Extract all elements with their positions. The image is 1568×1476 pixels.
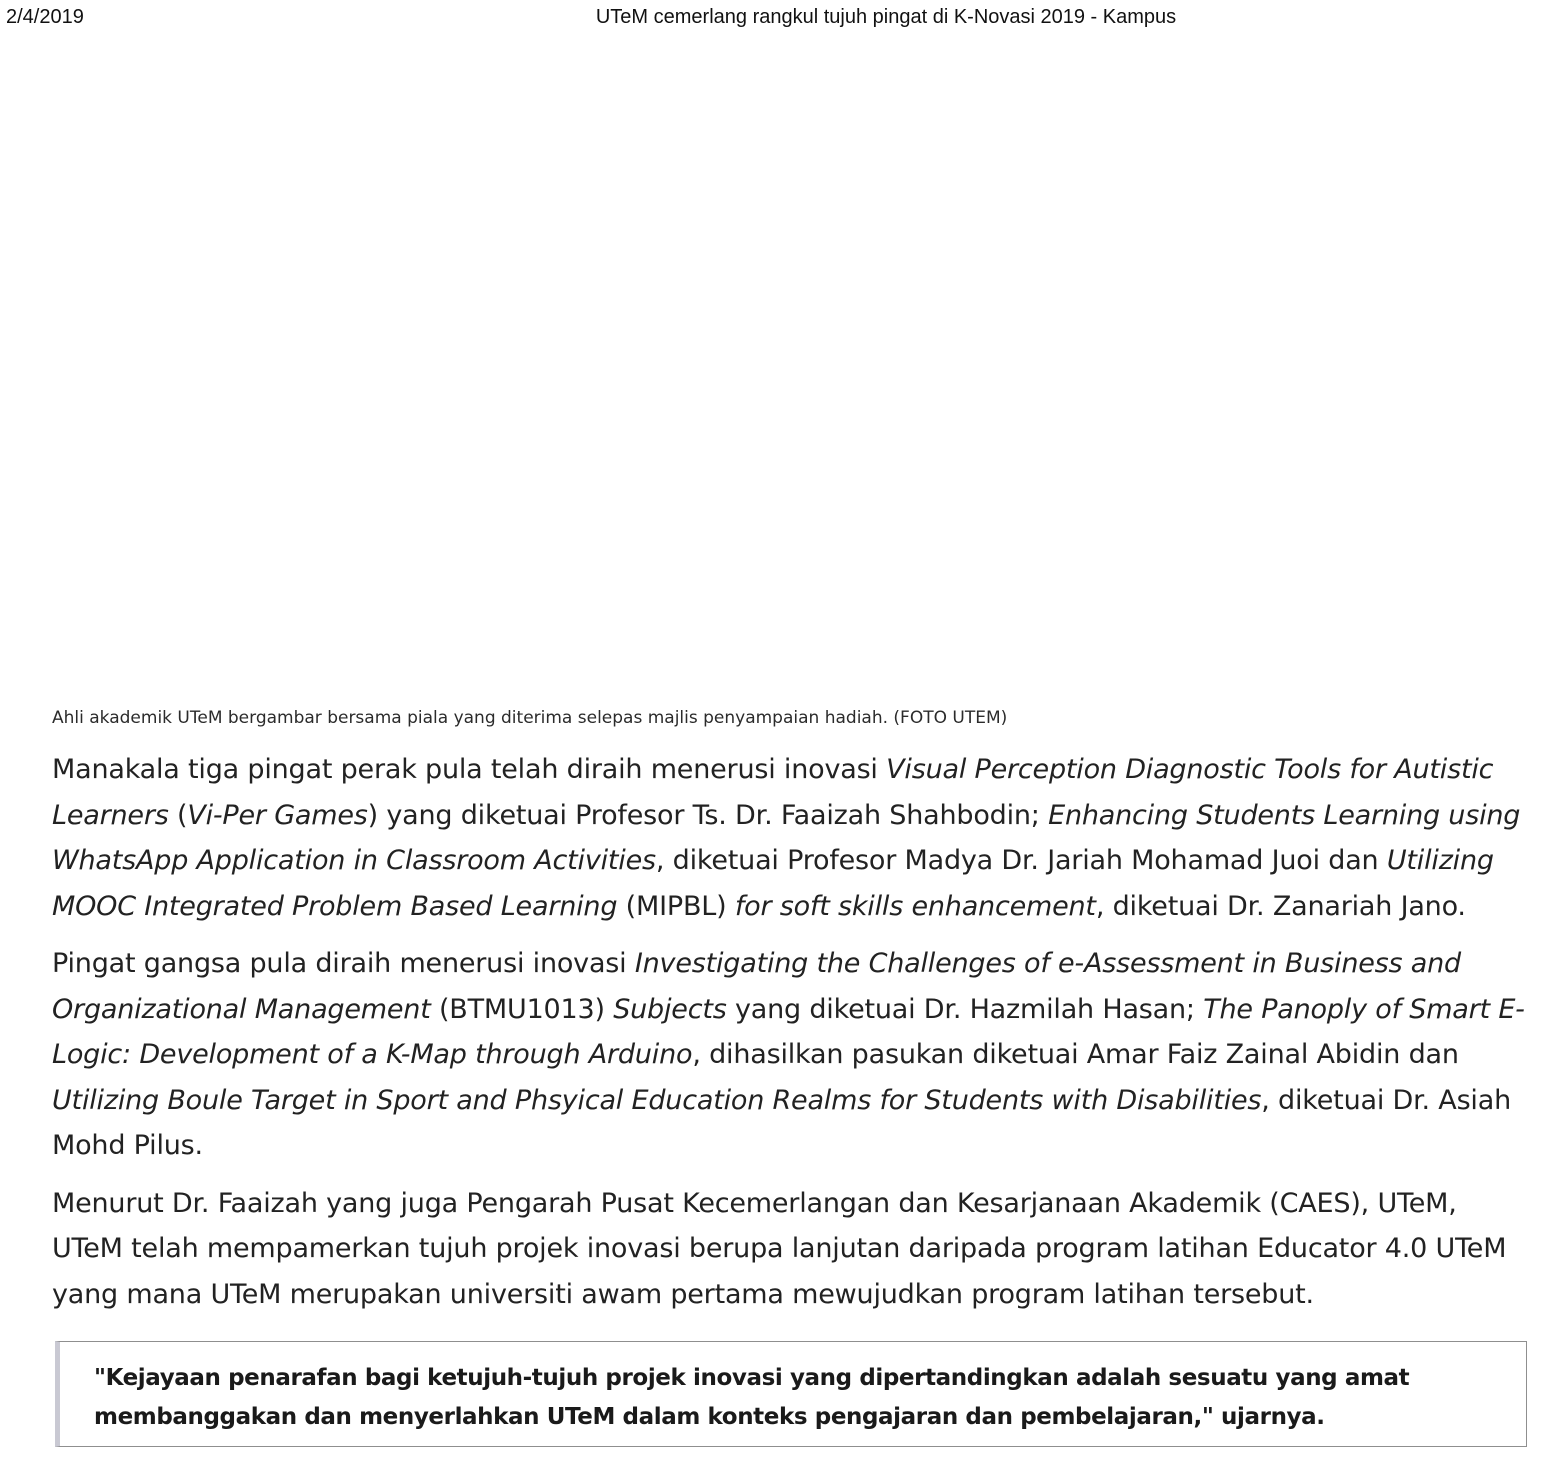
print-header (0, 6, 1568, 34)
project-acronym: Vi-Per Games (187, 799, 368, 831)
photo-caption: Ahli akademik UTeM bergambar bersama piala yang diterima selepas majlis penyampaian hadiah. (FOTO UTEM) (52, 708, 1008, 728)
article-photo (52, 40, 1528, 695)
project-title: Investigating the Challenges of e-Assessment in Business and Organizational Management (52, 948, 1461, 1025)
text-span: (BTMU1013) (430, 993, 614, 1025)
article-paragraph-silver-medals (52, 747, 1530, 929)
text-span: Manakala tiga pingat perak pula telah diraih menerusi inovasi (52, 754, 887, 785)
text-span: ) yang diketuai Profesor Ts. Dr. Faaizah Shahbodin; (367, 799, 1049, 831)
print-date: 2/4/2019 (6, 6, 84, 28)
project-title: for soft skills enhancement (734, 890, 1096, 922)
article-paragraph-bronze-medals (52, 941, 1530, 1169)
project-title: Subjects (613, 993, 727, 1025)
article-body (52, 747, 1530, 1329)
text-span: yang diketuai Dr. Hazmilah Hasan; (726, 993, 1204, 1025)
pull-quote (55, 1341, 1527, 1447)
text-span: ( (168, 799, 188, 831)
print-page-title: UTeM cemerlang rangkul tujuh pingat di K-Novasi 2019 - Kampus (595, 6, 1177, 28)
project-title: Utilizing Boule Target in Sport and Phsyical Education Realms for Students with Disabilities (52, 1084, 1262, 1116)
text-span: , diketuai Dr. Asiah Mohd Pilus. (52, 1084, 1511, 1161)
text-span: , diketuai Profesor Madya Dr. Jariah Mohamad Juoi dan (655, 845, 1387, 876)
text-span: Pingat gangsa pula diraih menerusi inovasi (52, 948, 635, 979)
project-title: Enhancing Students Learning using WhatsApp Application in Classroom Activities (52, 799, 1521, 876)
text-span: (MIPBL) (617, 890, 735, 922)
project-title: Utilizing MOOC Integrated Problem Based Learning (52, 845, 1494, 922)
text-span: , diketuai Dr. Zanariah Jano. (1095, 890, 1466, 922)
text-span: , dihasilkan pasukan diketuai Amar Faiz Zainal Abidin dan (692, 1039, 1459, 1070)
pull-quote-text: "Kejayaan penarafan bagi ketujuh-tujuh projek inovasi yang dipertandingkan adalah sesuatu yang amat membanggakan dan menyerlahkan UTeM dalam konteks pengajaran dan pembelajaran," ujarnya. (94, 1365, 1410, 1430)
project-title: Visual Perception Diagnostic Tools for Autistic Learners (52, 754, 1494, 831)
project-title: The Panoply of Smart E-Logic: Development of a K-Map through Arduino (52, 993, 1525, 1070)
article-paragraph-exhibition: Menurut Dr. Faaizah yang juga Pengarah Pusat Kecemerlangan dan Kesarjanaan Akademik (CAES), UTeM, UTeM telah mempamerkan tujuh projek inovasi berupa lanjutan daripada program latihan Educator 4.0 UTeM yang mana UTeM merupakan universiti awam pertama mewujudkan program latihan tersebut. (52, 1187, 1507, 1310)
